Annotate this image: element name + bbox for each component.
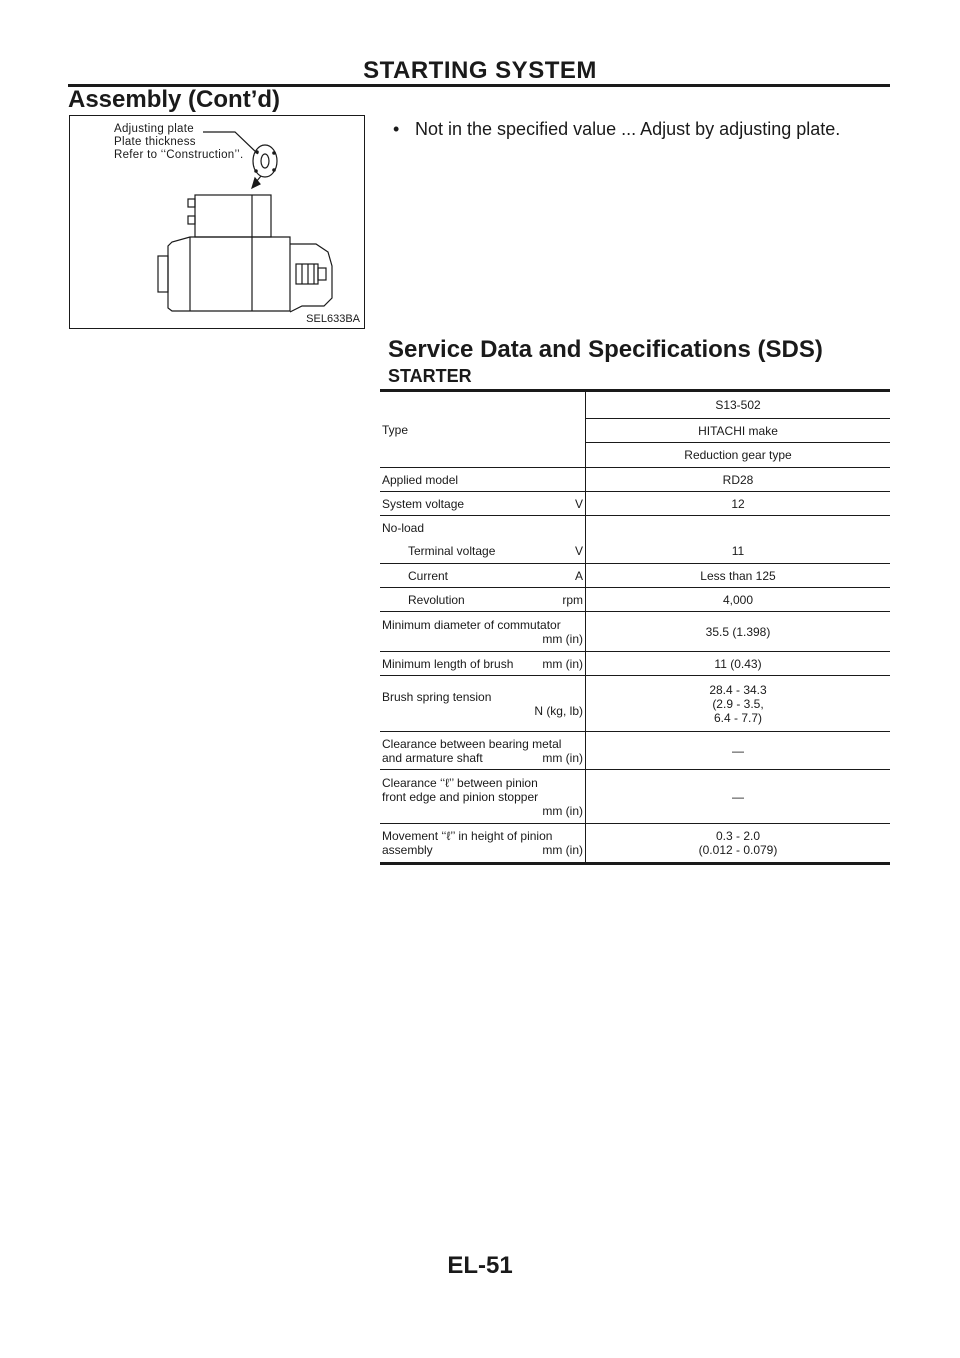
table-row: Minimum length of brush mm (in) 11 (0.43): [380, 652, 890, 676]
bullet-text: Not in the specified value ... Adjust by adjusting plate.: [415, 119, 841, 139]
type-value-cell: HITACHI make: [586, 419, 891, 443]
table-row: Applied model RD28: [380, 468, 890, 492]
starter-figure: [69, 115, 365, 329]
bullet-item: [393, 119, 840, 139]
page-number: EL-51: [447, 1252, 513, 1279]
figure-label: Plate thickness: [114, 136, 196, 148]
type-value-cell: Reduction gear type: [586, 443, 891, 468]
table-row: Current A Less than 125: [380, 564, 890, 588]
table-row: Movement ‘‘ℓ’’ in height of pinion assembly mm (in) 0.3 - 2.0 (0.012 - 0.079): [380, 824, 890, 864]
table-row: [380, 391, 890, 419]
figure-label: Adjusting plate: [114, 123, 194, 135]
table-row: Clearance ‘‘ℓ’’ between pinion front edge and pinion stopper mm (in) —: [380, 770, 890, 824]
figure-code: SEL633BA: [306, 313, 360, 325]
starter-subtitle: STARTER: [388, 366, 472, 386]
figure-labels: [114, 123, 243, 162]
type-label-cell: Type: [380, 391, 586, 468]
table-row: Revolution rpm 4,000: [380, 588, 890, 612]
table-row: Clearance between bearing metal and armature shaft mm (in) —: [380, 732, 890, 770]
table-row: Minimum diameter of commutator mm (in) 35.5 (1.398): [380, 612, 890, 652]
sds-title: Service Data and Specifications (SDS): [388, 336, 823, 363]
table-row: Terminal voltage V 11: [380, 540, 890, 564]
bullet-marker: •: [393, 119, 400, 139]
type-value-cell: S13-502: [586, 391, 891, 419]
table-row: System voltage V 12: [380, 492, 890, 516]
table-row: No-load: [380, 516, 890, 540]
system-title: STARTING SYSTEM: [363, 57, 597, 84]
table-row: Brush spring tension N (kg, lb) 28.4 - 34.3 (2.9 - 3.5, 6.4 - 7.7): [380, 676, 890, 732]
starter-spec-table: [380, 389, 890, 865]
section-title: Assembly (Cont’d): [68, 86, 281, 113]
figure-label: Refer to ‘‘Construction’’.: [114, 149, 244, 161]
